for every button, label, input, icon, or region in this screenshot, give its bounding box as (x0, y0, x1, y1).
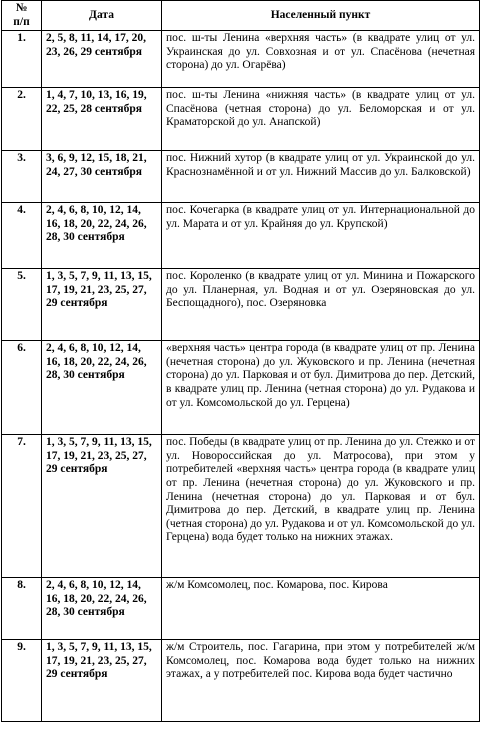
row-dates: 1, 3, 5, 7, 9, 11, 13, 15, 17, 19, 21, 23, 25, 27, 29 сентября (42, 640, 162, 722)
row-place: пос. Победы (в квадрате улиц от пр. Ленина до ул. Стежко и от ул. Новороссийская до ул. Матросова), при этом у потребителей «верхняя часть» центра города (в квадрате улиц от пр. Ленина (нечетная сторона) до ул. Жуковского и пр. Ленина (нечетная сторона) до ул. Парковая и от бул. Димитрова до пер. Детский, в квадрате улиц пр. Ленина (четная сторона) до ул. Рудакова и от ул. Комсомольской до ул. Герцена) вода будет только на нижних этажах. (162, 435, 480, 578)
row-number: 5. (2, 269, 42, 341)
row-number: 7. (2, 435, 42, 578)
row-place: пос. ш-ты Ленина «нижняя часть» (в квадрате улиц от ул. Спасёнова (четная сторона) до ул. Беломорская и от ул. Краматорской до ул. Анапской) (162, 88, 480, 151)
row-place: ж/м Строитель, пос. Гагарина, при этом у потребителей ж/м Комсомолец, пос. Комарова вода будет только на нижних этажах, а у потребителей пос. Кирова вода будет частично (162, 640, 480, 722)
row-place: пос. Нижний хутор (в квадрате улиц от ул. Украинской до ул. Краснознамённой и от ул. Нижний Массив до ул. Балковской) (162, 151, 480, 203)
row-dates: 2, 5, 8, 11, 14, 17, 20, 23, 26, 29 сентября (42, 31, 162, 88)
table-row (2, 578, 480, 640)
row-place: «верхняя часть» центра города (в квадрате улиц от пр. Ленина (нечетная сторона) до ул. Жуковского и пр. Ленина (нечетная сторона) до ул. Парковая и от бул. Димитрова до пер. Детский, в квадрате улиц пр. Ленина (четная сторона) до ул. Рудакова и от ул. Комсомольской до ул. Герцена) (162, 341, 480, 435)
table-row (2, 151, 480, 203)
row-place: пос. Короленко (в квадрате улиц от ул. Минина и Пожарского до ул. Планерная, ул. Водная и от ул. Озеряновская до ул. Беспощадного), пос. Озеряновка (162, 269, 480, 341)
table-header-row (2, 1, 480, 31)
row-dates: 1, 4, 7, 10, 13, 16, 19, 22, 25, 28 сентября (42, 88, 162, 151)
row-dates: 1, 3, 5, 7, 9, 11, 13, 15, 17, 19, 21, 23, 25, 27, 29 сентября (42, 435, 162, 578)
table-row (2, 341, 480, 435)
row-place: ж/м Комсомолец, пос. Комарова, пос. Кирова (162, 578, 480, 640)
row-number: 4. (2, 203, 42, 269)
row-dates: 2, 4, 6, 8, 10, 12, 14, 16, 18, 20, 22, 24, 26, 28, 30 сентября (42, 341, 162, 435)
row-dates: 1, 3, 5, 7, 9, 11, 13, 15, 17, 19, 21, 23, 25, 27, 29 сентября (42, 269, 162, 341)
row-place: пос. ш-ты Ленина «верхняя часть» (в квадрате улиц от ул. Украинская до ул. Совхозная и от ул. Спасёнова (нечетная сторона) до ул. Огарёва) (162, 31, 480, 88)
table-row (2, 88, 480, 151)
header-num: № п/п (2, 1, 42, 31)
row-dates: 2, 4, 6, 8, 10, 12, 14, 16, 18, 20, 22, 24, 26, 28, 30 сентября (42, 203, 162, 269)
row-number: 3. (2, 151, 42, 203)
table-row (2, 435, 480, 578)
table-row (2, 640, 480, 722)
row-number: 8. (2, 578, 42, 640)
table-row (2, 269, 480, 341)
row-number: 1. (2, 31, 42, 88)
row-place: пос. Кочегарка (в квадрате улиц от ул. Интернациональной до ул. Марата и от ул. Крайняя до ул. Крупской) (162, 203, 480, 269)
row-dates: 2, 4, 6, 8, 10, 12, 14, 16, 18, 20, 22, 24, 26, 28, 30 сентября (42, 578, 162, 640)
row-dates: 3, 6, 9, 12, 15, 18, 21, 24, 27, 30 сентября (42, 151, 162, 203)
table-row (2, 203, 480, 269)
row-number: 6. (2, 341, 42, 435)
table-row (2, 31, 480, 88)
header-date: Дата (42, 1, 162, 31)
schedule-table (1, 0, 480, 722)
row-number: 9. (2, 640, 42, 722)
row-number: 2. (2, 88, 42, 151)
header-place: Населенный пункт (162, 1, 480, 31)
